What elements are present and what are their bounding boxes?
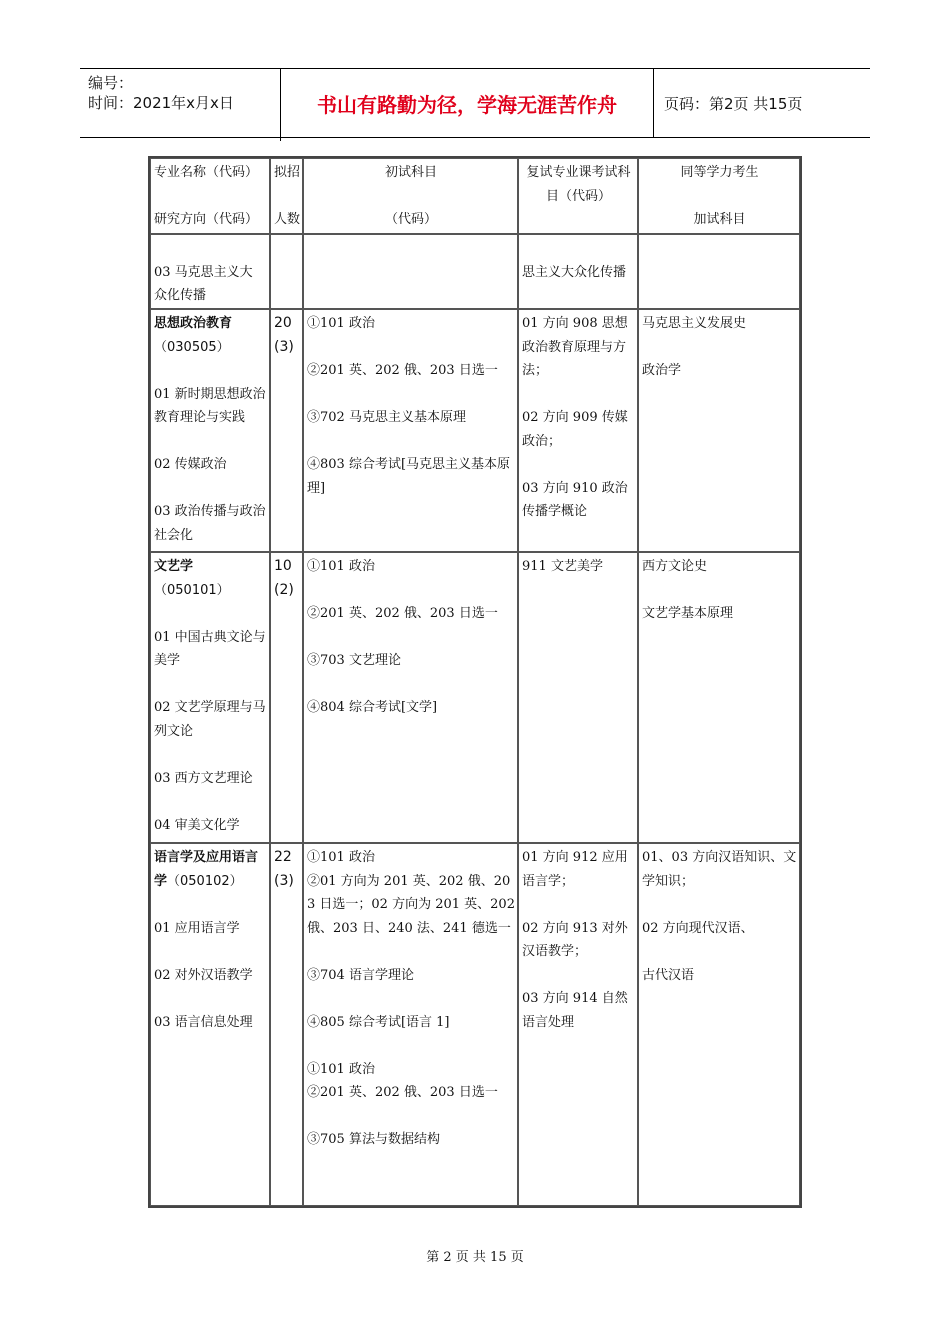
header-prelim: 初试科目 （代码） [303, 158, 518, 234]
equiv-cell [638, 234, 800, 309]
table-row [150, 552, 800, 843]
table-header-row [150, 158, 800, 234]
major-code: （050102） [167, 873, 243, 889]
code-label: 编号： [88, 74, 134, 92]
table-row [150, 234, 800, 309]
retest-cell: 01 方向 908 思想政治教育原理与方法； 02 方向 909 传媒政治； 03 方向 910 政治传播学概论 [518, 309, 638, 552]
equiv-cell: 01、03 方向汉语知识、文学知识； 02 方向现代汉语、 古代汉语 [638, 843, 800, 1206]
header-page-label: 页码：第2页 共15页 [664, 94, 803, 113]
major-name: 语言学及应用语言学 [154, 850, 259, 889]
major-cell: 03 马克思主义大 众化传播 [150, 234, 270, 309]
major-cell: 文艺学 （050101） 01 中国古典文论与美学 02 文艺学原理与马列文论 03 西方文艺理论 04 审美文化学 [150, 552, 270, 843]
header-retest: 复试专业课考试科 目（代码） [518, 158, 638, 234]
plan-cell: 20(3) [270, 309, 303, 552]
time-label: 时间：2021年x月x日 [88, 94, 234, 112]
retest-cell: 911 文艺美学 [518, 552, 638, 843]
table-row [150, 309, 800, 552]
plan-cell: 10(2) [270, 552, 303, 843]
admission-table [148, 156, 802, 1208]
page-footer: 第 2 页 共 15 页 [426, 1250, 524, 1265]
prelim-cell: ①101 政治 ②201 英、202 俄、203 日选一 ③703 文艺理论 ④804 综合考试[文学] [303, 552, 518, 843]
header-major: 专业名称（代码） 研究方向（代码） [150, 158, 270, 234]
header-plan: 拟招 人数 [270, 158, 303, 234]
header-motto: 书山有路勤为径，学海无涯苦作舟 [281, 69, 654, 137]
equiv-cell: 马克思主义发展史 政治学 [638, 309, 800, 552]
major-cell: 语言学及应用语言学（050102） 01 应用语言学 02 对外汉语教学 03 语言信息处理 [150, 843, 270, 1206]
retest-cell: 01 方向 912 应用语言学； 02 方向 913 对外汉语教学； 03 方向 914 自然语言处理 [518, 843, 638, 1206]
major-cell: 思想政治教育 （030505） 01 新时期思想政治教育理论与实践 02 传媒政治 03 政治传播与政治社会化 [150, 309, 270, 552]
header-meta [80, 69, 281, 141]
plan-cell: 22(3) [270, 843, 303, 1206]
equiv-cell: 西方文论史 文艺学基本原理 [638, 552, 800, 843]
retest-cell: 思主义大众化传播 [518, 234, 638, 309]
header-equiv: 同等学力考生 加试科目 [638, 158, 800, 234]
plan-cell [270, 234, 303, 309]
prelim-cell: ①101 政治 ②01 方向为 201 英、202 俄、203 日选一；02 方向为 201 英、202 俄、203 日、240 法、241 德选一 ③704 语言学理论 ④805 综合考试[语言 1] ①101 政治 ②201 英、202 俄、203 日选一 ③705 算法与数据结构 [303, 843, 518, 1206]
prelim-cell: ①101 政治 ②201 英、202 俄、203 日选一 ③702 马克思主义基本原理 ④803 综合考试[马克思主义基本原理] [303, 309, 518, 552]
table-row [150, 843, 800, 1206]
major-name: 文艺学 [154, 559, 194, 574]
major-code: （050101） [154, 582, 230, 598]
prelim-cell [303, 234, 518, 309]
major-code: （030505） [154, 339, 230, 355]
major-name: 思想政治教育 [154, 316, 233, 331]
page-header [80, 68, 870, 138]
